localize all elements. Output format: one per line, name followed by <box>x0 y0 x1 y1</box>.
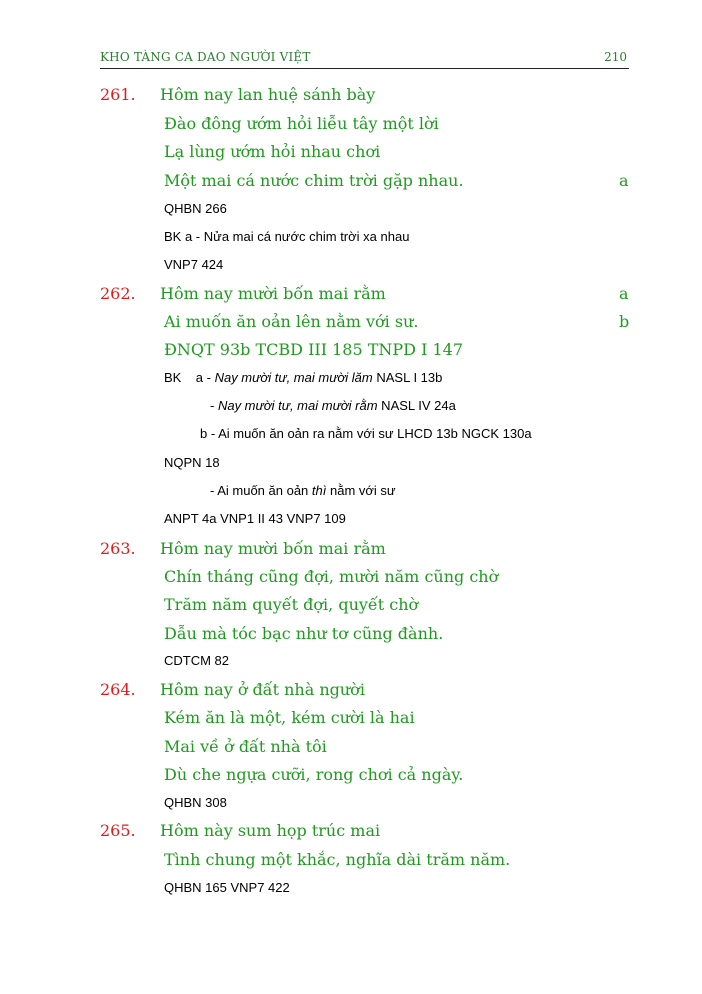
variant-marker: a <box>619 284 629 303</box>
source-citation: CDTCM 82 <box>164 653 230 668</box>
entry-number-264: 264. <box>100 680 136 699</box>
verse-line: Kém ăn là một, kém cười là hai <box>164 708 415 727</box>
source-citation: NQPN 18 <box>164 455 220 470</box>
verse-line: Trăm năm quyết đợi, quyết chờ <box>164 595 419 614</box>
entry-number-262: 262. <box>100 284 136 303</box>
variant-note <box>164 370 442 385</box>
variant-note-italic: thì <box>311 483 327 498</box>
variant-note: BK a - Nửa mai cá nước chim trời xa nhau <box>164 229 410 244</box>
verse-line: Lạ lùng ướm hỏi nhau chơi <box>164 142 381 161</box>
verse-line: Dẫu mà tóc bạc như tơ cũng đành. <box>164 624 444 643</box>
verse-line: Hôm nay mười bốn mai rằm <box>160 539 386 558</box>
variant-note-italic: Nay mười tư, mai mười lăm <box>214 370 373 385</box>
variant-note-italic: Nay mười tư, mai mười rằm <box>217 398 378 413</box>
verse-line: Hôm nay lan huệ sánh bày <box>160 85 376 104</box>
source-citation: QHBN 165 VNP7 422 <box>164 880 290 895</box>
page-number: 210 <box>604 50 627 64</box>
source-citation: QHBN 266 <box>164 201 227 216</box>
entry-number-265: 265. <box>100 821 136 840</box>
variant-note-suffix: NASL I 13b <box>372 370 443 385</box>
verse-line: Đào đông ướm hỏi liễu tây một lời <box>164 114 439 133</box>
variant-note <box>210 483 396 498</box>
verse-line: Hôm này sum họp trúc mai <box>160 821 381 840</box>
book-title: KHO TÀNG CA DAO NGƯỜI VIỆT <box>100 50 311 64</box>
variant-marker: a <box>619 171 629 190</box>
variant-note <box>210 398 456 413</box>
variant-marker: b <box>619 312 630 331</box>
variant-note-prefix: BK a - <box>164 370 215 385</box>
running-header <box>100 50 629 69</box>
entry-number-261: 261. <box>100 85 136 104</box>
entry-number-263: 263. <box>100 539 136 558</box>
verse-line: Mai về ở đất nhà tôi <box>164 737 327 756</box>
verse-line: Hôm nay mười bốn mai rằm <box>160 284 386 303</box>
source-citation: ĐNQT 93b TCBD III 185 TNPD I 147 <box>164 340 464 359</box>
source-citation: ANPT 4a VNP1 II 43 VNP7 109 <box>164 511 346 526</box>
verse-line: Ai muốn ăn oản lên nằm với sư. <box>164 312 419 331</box>
variant-note-prefix: - Ai muốn ăn oản <box>210 483 312 498</box>
verse-line: Một mai cá nước chim trời gặp nhau. <box>164 171 464 190</box>
variant-note-prefix: - <box>210 398 218 413</box>
verse-line: Chín tháng cũng đợi, mười năm cũng chờ <box>164 567 499 586</box>
verse-line: Dù che ngựa cưỡi, rong chơi cả ngày. <box>164 765 464 784</box>
variant-note-suffix: nằm với sư <box>326 483 396 498</box>
variant-note-suffix: NASL IV 24a <box>377 398 456 413</box>
source-citation: QHBN 308 <box>164 795 227 810</box>
verse-line: Tình chung một khắc, nghĩa dài trăm năm. <box>164 850 511 869</box>
verse-line: Hôm nay ở đất nhà người <box>160 680 365 699</box>
variant-note: b - Ai muốn ăn oản ra nằm với sư LHCD 13b NGCK 130a <box>200 426 532 441</box>
source-citation: VNP7 424 <box>164 257 224 272</box>
